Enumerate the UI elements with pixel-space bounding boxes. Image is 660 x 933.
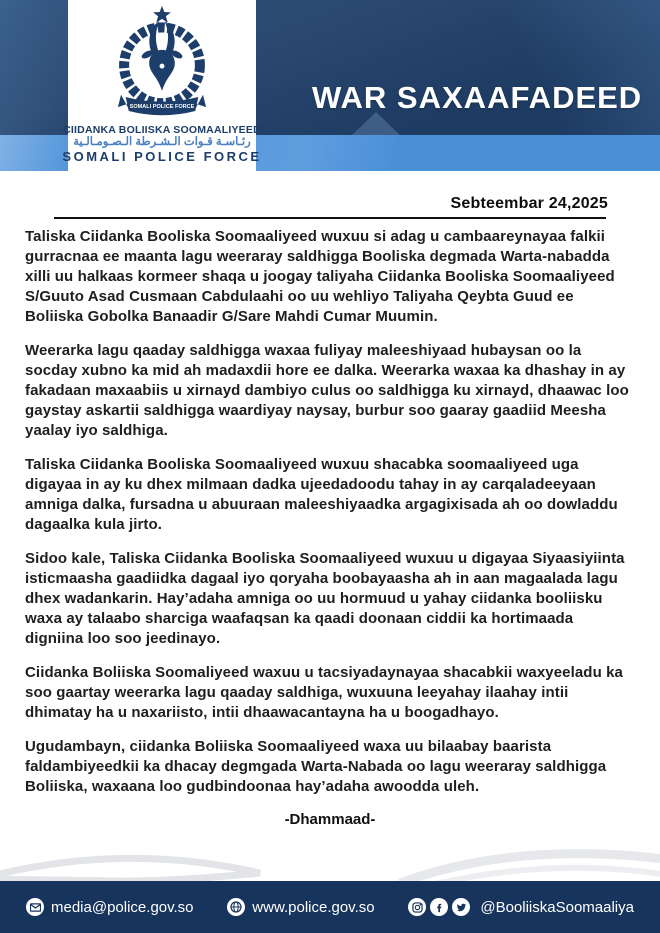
date-underline — [54, 217, 606, 219]
org-name-somali: CIIDANKA BOLIISKA SOOMAALIYEED — [63, 124, 261, 136]
press-release-text — [25, 227, 635, 797]
facebook-icon — [430, 898, 448, 916]
paragraph-3: Taliska Ciidanka Booliska Soomaaliyeed wuxuu shacabka soomaaliyeed uga digayaa in ay ku dhex milmaan dadka ujeedadoodu tahay in ay carqaladeeyaan amniga dalka, fursadna u abuuraan maleeshiyaadka argagixisada ah oo dowladdu dagaalka kula jirto. — [25, 456, 618, 533]
document-date: Sebteembar 24,2025 — [450, 195, 608, 212]
paragraph-4: Sidoo kale, Taliska Ciidanka Booliska Soomaaliyeed wuxuu u digayaa Siyaasiyiinta isticmaasha gaadiidka dagaal iyo qoryaha boobayaasha ah in aan magaalada lagu dhex wadankarin. Hay’adaha amniga oo uu hormuud u yahay ciidanka booliisku waxa ay talaabo sharciga waafaqsan ka qaadi doonaan ciddii ka hortimaada digniina loo soo jeedinayo. — [25, 550, 625, 647]
footer-social-handle-text: @BooliiskaSoomaaliya — [480, 898, 634, 916]
star-icon — [153, 6, 171, 23]
press-release-title: WAR SAXAAFADEED — [312, 80, 643, 115]
emblem-ribbon-text: SOMALI POLICE FORCE — [129, 103, 195, 110]
somali-police-emblem-icon — [104, 4, 220, 122]
paragraph-6: Ugudambayn, ciidanka Boliiska Soomaaliyeed waxa uu bilaabay baarista faldambiyeedkii ka dhacay degmgada Warta-Nabada oo lagu weeraray saldhigga Boliiska, waxaana loo gudbindoonaa hay’adaha awoodda uleh. — [25, 738, 607, 795]
twitter-icon — [452, 898, 470, 916]
org-name-english: SOMALI POLICE FORCE — [62, 149, 262, 164]
footer-website — [227, 898, 374, 916]
org-name-arabic: رئـاسـة قـوات الـشـرطة الـصـومـالـية — [73, 136, 251, 148]
police-logo-card — [62, 0, 262, 172]
end-mark: -Dhammaad- — [284, 811, 376, 828]
footer-email — [26, 898, 194, 916]
envelope-icon — [26, 898, 44, 916]
footer-email-text: media@police.gov.so — [51, 898, 194, 916]
paragraph-1: Taliska Ciidanka Booliska Soomaaliyeed wuxuu si adag u cambaareynayaa falkii gurracnaa ee maanta lagu weeraray saldhigga Booliska degmada Warta-nabadda xilli uu halkaas kormeer shaqa u joogay taliyaha Ciidanka Booliska Soomaaliyeed S/Guuto Asad Cusmaan Cabdulaahi oo uu wehliyo Taliyaha Qeybta Guud ee Boliiska Gobolka Banaadir G/Sare Mahdi Cumar Muumin. — [25, 228, 615, 325]
paragraph-2: Weerarka lagu qaaday saldhigga waxaa fuliyay maleeshiyaad hubaysan oo la socday xubno ka mid ah madaxdii hore ee dalka. Weerarka waxaa ka dhashay in ay fakadaan maxaabiis u xirnayd dambiyo culus oo saldhigga ku xirnayd, dhaawac loo gaystay askartii saldhigga waardiyay naysay, burbur soo gaaray gaadiid Meesha yaalay iyo saldhiga. — [25, 342, 629, 439]
globe-icon — [227, 898, 245, 916]
instagram-icon — [408, 898, 426, 916]
footer-website-text: www.police.gov.so — [252, 898, 375, 916]
social-icons-group — [408, 898, 470, 916]
footer-social — [408, 898, 634, 916]
watermark-swirl-decoration — [0, 821, 660, 881]
header-banner — [0, 0, 660, 171]
footer-bar — [0, 881, 660, 933]
document-body — [0, 195, 660, 828]
paragraph-5: Ciidanka Boliiska Soomaliyeed waxuu u tacsiyadaynayaa shacabkii waxyeeladu ka soo gaartay weerarka lagu qaaday saldhiga, wuxuuna leeyahay ilaahay intii dhimatay ha u naxariisto, intii dhaawacantayna ha u boogadhayo. — [25, 664, 623, 721]
